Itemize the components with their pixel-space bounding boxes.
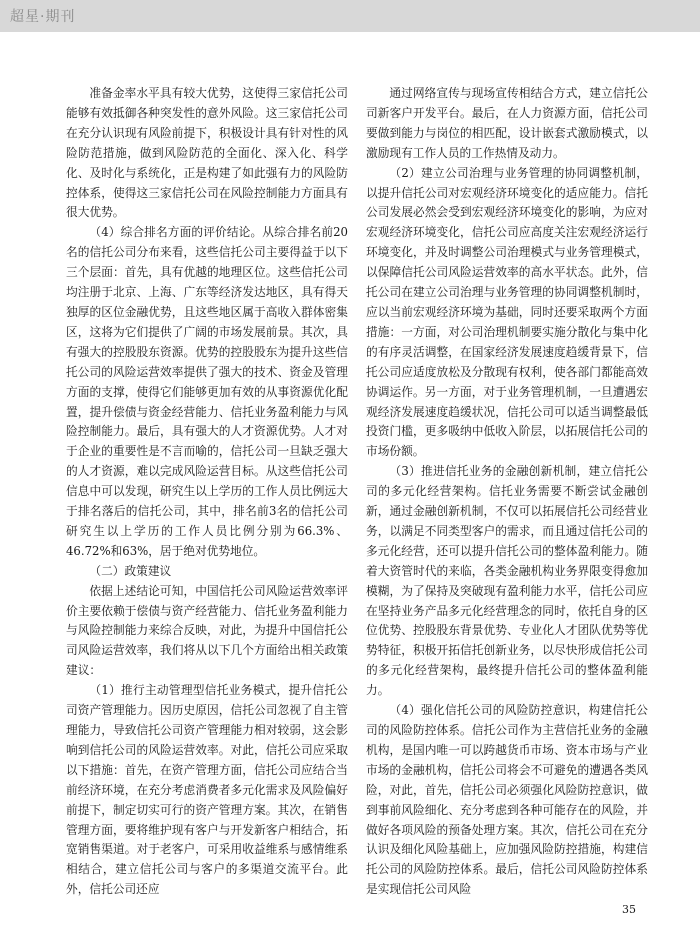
page-header	[0, 0, 700, 32]
right-column	[366, 84, 648, 900]
paragraph-policy-1: （1）推行主动管理型信托业务模式，提升信托公司资产管理能力。因历史原因，信托公司忽视了自主管理能力，导致信托公司资产管理能力相对较弱，这会影响到信托公司的风险运营效率。对此，信托公司应采取以下措施：首先，在资产管理方面，信托公司应结合当前经济环境，在充分考虑消费者多元化需求及风险偏好前提下，制定切实可行的资产管理方案。其次，在销售管理方面，要将维护现有客户与开发新客户相结合，拓宽销售渠道。对于老客户，可采用收益维系与感情维系相结合，建立信托公司与客户的多渠道交流平台。此外，信托公司还应	[66, 683, 348, 897]
section-heading-policy: （二）政策建议	[89, 563, 172, 578]
paragraph-policy-3: （3）推进信托业务的金融创新机制，建立信托公司的多元化经营架构。信托业务需要不断尝试金融创新，通过金融创新机制，不仅可以拓展信托公司经营业务，以满足不同类型客户的需求，而且通过信托公司的多元化经营，还可以提升信托公司的整体盈利能力。随着大资管时代的来临，各类金融机构业务界限变得愈加模糊，为了保持及突破现有盈利能力水平，信托公司应在坚持业务产品多元化经营理念的同时，依托自身的区位优势、控股股东背景优势、专业化人才团队优势等优势特征，积极开拓信托创新业务，以尽快形成信托公司的多元化经营架构，最终提升信托公司的整体盈利能力。	[366, 464, 648, 698]
page-number: 35	[622, 903, 636, 916]
brand-logo: 超星·期刊	[10, 9, 76, 25]
left-column	[66, 84, 348, 900]
paragraph-continued: 准备金率水平具有较大优势，这使得三家信托公司能够有效抵御各种突发性的意外风险。这三家信托公司在充分认识现有风险前提下，积极设计具有针对性的风险防范措施，做到风险防范的全面化、深入化、科学化、及时化与系统化，正是构建了如此强有力的风险防控体系，使得这三家信托公司在风险控制能力方面具有很大优势。	[66, 86, 348, 220]
paragraph-ranking-conclusion: （4）综合排名方面的评价结论。从综合排名前20名的信托公司分布来看，这些信托公司主要得益于以下三个层面：首先，具有优越的地理区位。这些信托公司均注册于北京、上海、广东等经济发达地区，具有得天独厚的区位金融优势，且这些地区属于高收入群体密集区，这将为它们提供了广阔的市场发展前景。其次，具有强大的控股股东资源。优势的控股股东为提升这些信托公司的风险运营效率提供了强大的技术、资金及管理方面的支撑，使得它们能够更加有效的从事资源优化配置，提升偿债与资金经营能力、信托业务盈利能力与风险控制能力。最后，具有强大的人才资源优势。人才对于企业的重要性是不言而喻的，信托公司一旦缺乏强大的人才资源，难以完成风险运营目标。从这些信托公司信息中可以发现，研究生以上学历的工作人员比例远大于排名落后的信托公司，其中，排名前3名的信托公司研究生以上学历的工作人员比例分别为66.3%、46.72%和63%，居于绝对优势地位。	[66, 225, 348, 558]
paragraph-policy-1-cont: 通过网络宣传与现场宣传相结合方式，建立信托公司新客户开发平台。最后，在人力资源方面，信托公司要做到能力与岗位的相匹配，设计嵌套式激励模式，以激励现有工作人员的工作热情及动力。	[366, 86, 648, 160]
paragraph-policy-intro: 依据上述结论可知，中国信托公司风险运营效率评价主要依赖于偿债与资产经营能力、信托业务盈利能力与风险控制能力来综合反映，对此，为提升中国信托公司风险运营效率，我们将从以下几个方面给出相关政策建议：	[66, 583, 348, 678]
paragraph-policy-4: （4）强化信托公司的风险防控意识，构建信托公司的风险防控体系。信托公司作为主营信托业务的金融机构，是国内唯一可以跨越货币市场、资本市场与产业市场的金融机构，信托公司将会不可避免的遭遇各类风险，对此，首先，信托公司必须强化风险防控意识，做到事前风险细化、充分考虑到各种可能存在的风险，并做好各项风险的预备处理方案。其次，信托公司在充分认识及细化风险基础上，应加强风险防控措施，构建信托公司的风险防控体系。最后，信托公司风险防控体系是实现信托公司风险	[366, 703, 648, 897]
paragraph-policy-2: （2）建立公司治理与业务管理的协同调整机制，以提升信托公司对宏观经济环境变化的适应能力。信托公司发展必然会受到宏观经济环境变化的影响，为应对宏观经济环境变化，信托公司应高度关注宏观经济运行环境变化，并及时调整公司治理模式与业务管理模式，以保障信托公司风险运营效率的高水平状态。此外，信托公司在建立公司治理与业务管理的协同调整机制时，应以当前宏观经济环境为基础，同时还要采取两个方面措施：一方面，对公司治理机制要实施分散化与集中化的有序灵活调整，在国家经济发展速度趋缓背景下，信托公司应适度放松及分散现有权利，使各部门都能高效协调运作。另一方面，对于业务管理机制，一旦遭遇宏观经济发展速度趋缓状况，信托公司可以适当调整最低投资门槛，更多吸纳中低收入阶层，以拓展信托公司的市场份额。	[366, 165, 648, 459]
